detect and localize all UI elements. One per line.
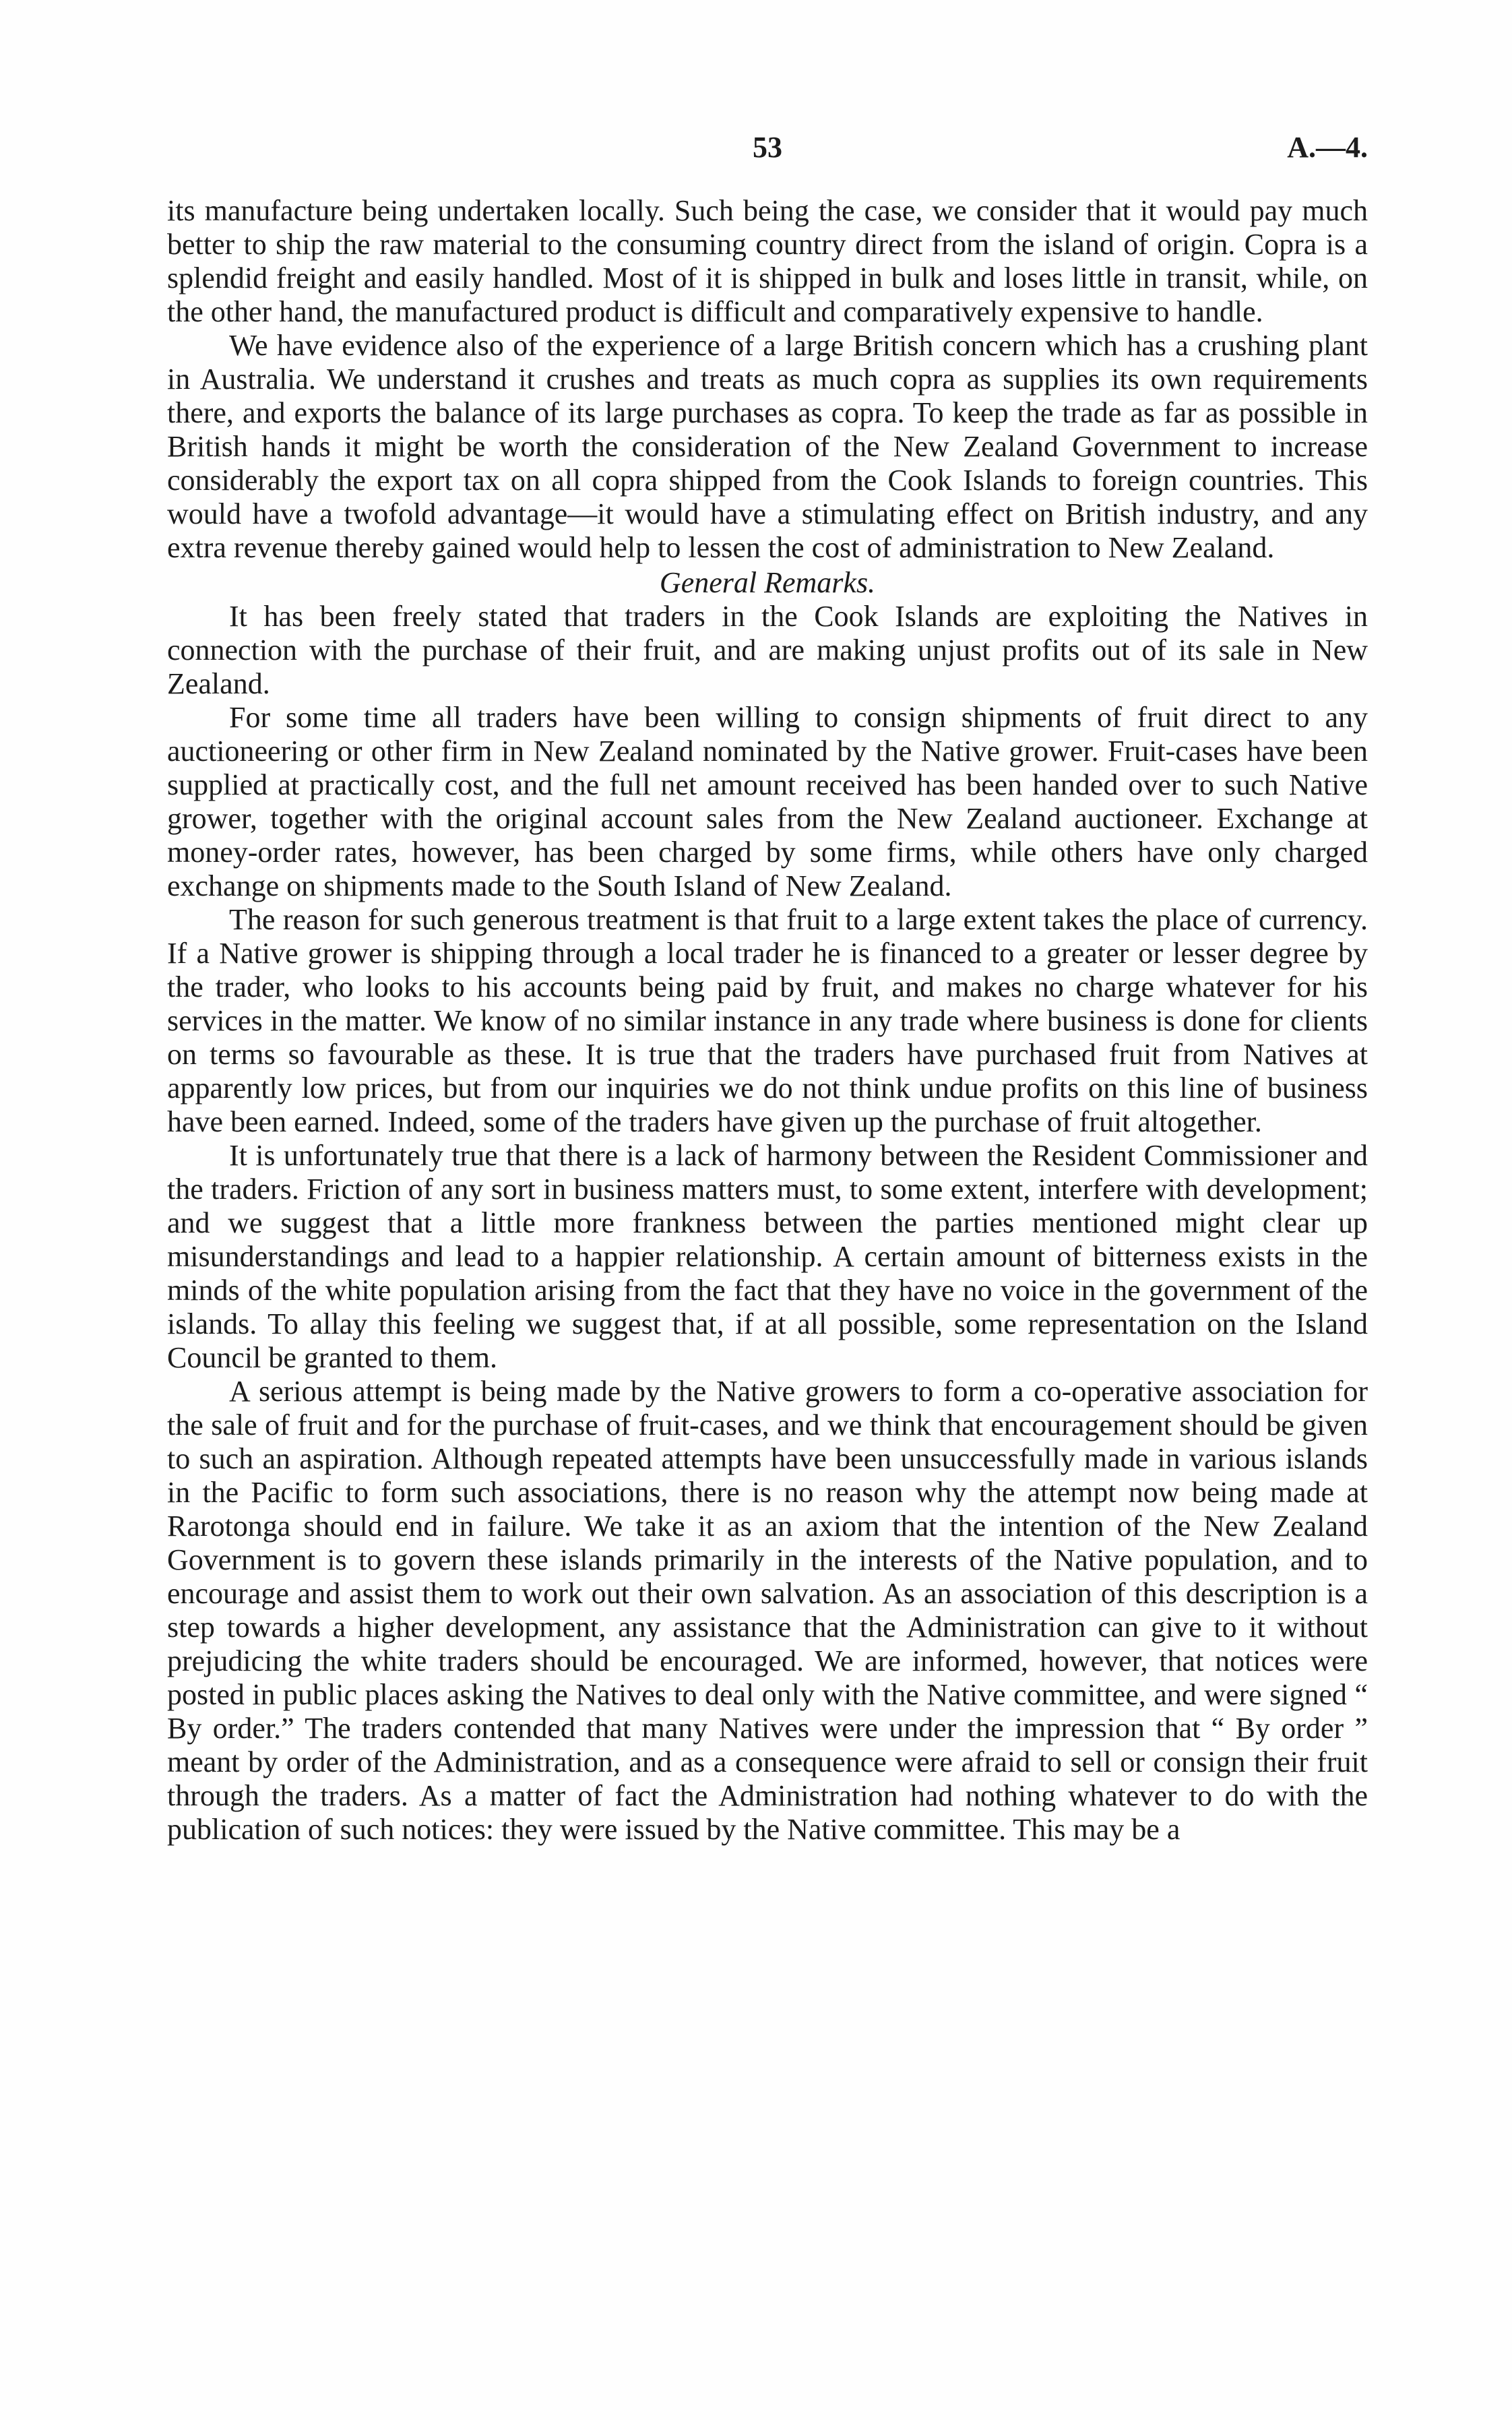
body-text bbox=[167, 194, 1368, 1847]
section-heading-general-remarks: General Remarks. bbox=[659, 566, 876, 599]
document-reference: A.—4. bbox=[1287, 131, 1368, 164]
paragraph-british-concern: We have evidence also of the experience of a large British concern which has a crushing plant in Australia. We understand it crushes and treats as much copra as supplies its own requirements there, and exports the balance of its large purchases as copra. To keep the trade as far as possible in British hands it might be worth the consideration of the New Zealand Government to increase considerably the export tax on all copra shipped from the Cook Islands to foreign countries. This would have a twofold advantage—it would have a stimulating effect on British industry, and any extra revenue thereby gained would help to lessen the cost of administration to New Zealand. bbox=[167, 329, 1368, 564]
paragraph-cooperative-association: A serious attempt is being made by the Native growers to form a co-operative association for the sale of fruit and for the purchase of fruit-cases, and we think that encouragement should be given to such an aspiration. Although repeated attempts have been unsuccessfully made in various islands in the Pacific to form such associations, there is no reason why the attempt now being made at Rarotonga should end in failure. We take it as an axiom that the intention of the New Zealand Government is to govern these islands primarily in the interests of the Native population, and to encourage and assist them to work out their own salvation. As an association of this description is a step towards a higher development, any assistance that the Administration can give to it without prejudicing the white traders should be encouraged. We are informed, however, that notices were posted in public places asking the Natives to deal only with the Native committee, and were signed “ By order.” The traders contended that many Natives were under the impression that “ By order ” meant by order of the Administration, and as a consequence were afraid to sell or consign their fruit through the traders. As a matter of fact the Administration had nothing whatever to do with the publication of such notices: they were issued by the Native committee. This may be a bbox=[167, 1375, 1368, 1846]
paragraph-continued: its manufacture being undertaken locally. Such being the case, we consider that it would pay much better to ship the raw material to the consuming country direct from the island of origin. Copra is a splendid freight and easily handled. Most of it is shipped in bulk and loses little in transit, while, on the other hand, the manufactured product is difficult and comparatively expensive to handle. bbox=[167, 194, 1368, 328]
page-number: 53 bbox=[753, 131, 782, 164]
page-header bbox=[167, 130, 1368, 170]
paragraph-lack-of-harmony: It is unfortunately true that there is a lack of harmony between the Resident Commissioner and the traders. Friction of any sort in business matters must, to some extent, interfere with development; and we suggest that a little more frankness between the parties mentioned might clear up misunderstandings and lead to a happier relationship. A certain amount of bitterness exists in the minds of the white population arising from the fact that they have no voice in the government of the islands. To allay this feeling we suggest that, if at all possible, some representation on the Island Council be granted to them. bbox=[167, 1139, 1368, 1374]
paragraph-exploiting-claim: It has been freely stated that traders in the Cook Islands are exploiting the Natives in connection with the purchase of their fruit, and are making unjust profits out of its sale in New Zealand. bbox=[167, 600, 1368, 700]
paragraph-consign-shipments: For some time all traders have been willing to consign shipments of fruit direct to any auctioneering or other firm in New Zealand nominated by the Native grower. Fruit-cases have been supplied at practically cost, and the full net amount received has been handed over to such Native grower, together with the original account sales from the New Zealand auctioneer. Exchange at money-order rates, however, has been charged by some firms, while others have only charged exchange on shipments made to the South Island of New Zealand. bbox=[167, 701, 1368, 902]
paragraph-currency-reason: The reason for such generous treatment is that fruit to a large extent takes the place of currency. If a Native grower is shipping through a local trader he is financed to a greater or lesser degree by the trader, who looks to his accounts being paid by fruit, and makes no charge whatever for his services in the matter. We know of no similar instance in any trade where business is done for clients on terms so favourable as these. It is true that the traders have purchased fruit from Natives at apparently low prices, but from our inquiries we do not think undue profits on this line of business have been earned. Indeed, some of the traders have given up the purchase of fruit altogether. bbox=[167, 903, 1368, 1138]
